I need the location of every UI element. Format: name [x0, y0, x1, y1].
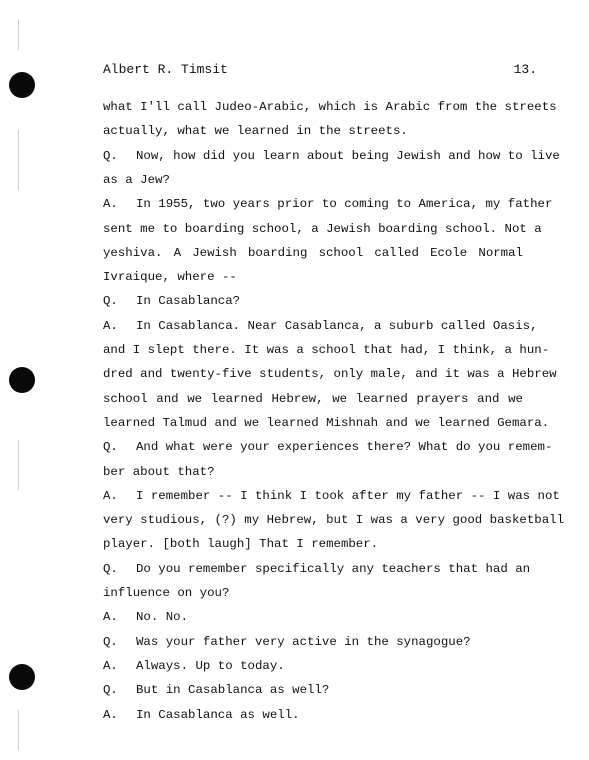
- transcript-line: [103, 269, 523, 285]
- transcript-line: [103, 366, 557, 382]
- speaker-label: A.: [103, 197, 118, 212]
- transcript-line: [103, 342, 550, 358]
- line-text: Always. Up to today.: [136, 658, 285, 673]
- line-text: as a Jew?: [103, 172, 170, 187]
- speaker-label: A.: [103, 707, 118, 722]
- line-text: and I slept there. It was a school that had, I think, a hun-: [103, 343, 550, 357]
- transcript-line: [103, 682, 523, 698]
- transcript-line: [103, 658, 523, 674]
- margin-mark: [18, 710, 19, 750]
- page-number: 13.: [513, 62, 537, 77]
- line-text: I remember -- I think I took after my father -- I was not: [136, 488, 560, 503]
- speaker-label: A.: [103, 658, 118, 673]
- transcript-line: [103, 634, 523, 650]
- margin-mark: [18, 130, 19, 190]
- binder-hole-bottom: [9, 664, 35, 690]
- speaker-label: Q.: [103, 634, 118, 649]
- line-text: player. [both laugh] That I remember.: [103, 537, 379, 552]
- transcript-line: [103, 221, 542, 237]
- line-text: school and we learned Hebrew, we learned prayers and we: [103, 391, 523, 406]
- transcript-line: [103, 415, 550, 431]
- line-text: In 1955, two years prior to coming to America, my father: [136, 197, 553, 212]
- transcript-line: [103, 196, 553, 212]
- transcript-line: [103, 585, 523, 601]
- transcript-line: [103, 464, 523, 480]
- line-text: sent me to boarding school, a Jewish boarding school. Not a: [103, 221, 542, 236]
- line-text: Do you remember specifically any teachers that had an: [136, 561, 531, 576]
- transcript-line: [103, 536, 523, 552]
- line-text: Ivraique, where --: [103, 270, 237, 285]
- line-text: yeshiva. A Jewish boarding school called Ecole Normal: [103, 245, 523, 260]
- speaker-label: Q.: [103, 294, 118, 309]
- line-text: Was your father very active in the synagogue?: [136, 634, 471, 649]
- transcript-line: [103, 318, 538, 334]
- line-text: Now, how did you learn about being Jewish and how to live: [136, 148, 560, 163]
- page-header: [103, 62, 537, 82]
- speaker-label: A.: [103, 488, 118, 503]
- speaker-label: Q.: [103, 440, 118, 455]
- speaker-label: Q.: [103, 148, 118, 163]
- transcript-line: [103, 561, 531, 577]
- transcript-line: [103, 391, 523, 407]
- speaker-label: A.: [103, 318, 118, 333]
- binder-hole-middle: [9, 367, 35, 393]
- transcript-line: [103, 123, 523, 139]
- speaker-label: Q.: [103, 683, 118, 698]
- transcript-line: [103, 172, 523, 188]
- transcript-line: [103, 148, 560, 164]
- line-text: In Casablanca as well.: [136, 707, 300, 722]
- transcript-line: [103, 245, 523, 261]
- binder-hole-top: [9, 72, 35, 98]
- line-text: In Casablanca?: [136, 294, 241, 309]
- transcript-line: [103, 512, 565, 528]
- interviewee-name: Albert R. Timsit: [103, 62, 228, 77]
- line-text: actually, what we learned in the streets.: [103, 124, 408, 139]
- line-text: very studious, (?) my Hebrew, but I was a very good basketball: [103, 513, 565, 528]
- transcript-line: [103, 609, 523, 625]
- margin-mark: [18, 440, 19, 490]
- transcript-line: [103, 439, 553, 455]
- margin-mark: [18, 20, 19, 50]
- line-text: And what were your experiences there? What do you remem-: [136, 440, 553, 455]
- transcript-line: [103, 707, 523, 723]
- line-text: In Casablanca. Near Casablanca, a suburb called Oasis,: [136, 318, 538, 333]
- line-text: ber about that?: [103, 464, 215, 479]
- line-text: No. No.: [136, 610, 189, 625]
- line-text: influence on you?: [103, 586, 230, 600]
- speaker-label: A.: [103, 610, 118, 625]
- line-text: what I'll call Judeo-Arabic, which is Arabic from the streets: [103, 100, 557, 114]
- transcript-line: [103, 99, 557, 115]
- line-text: But in Casablanca as well?: [136, 683, 330, 698]
- line-text: learned Talmud and we learned Mishnah and we learned Gemara.: [103, 415, 550, 430]
- line-text: dred and twenty-five students, only male, and it was a Hebrew: [103, 367, 557, 382]
- transcript-line: [103, 293, 523, 309]
- transcript-line: [103, 488, 560, 504]
- speaker-label: Q.: [103, 561, 118, 576]
